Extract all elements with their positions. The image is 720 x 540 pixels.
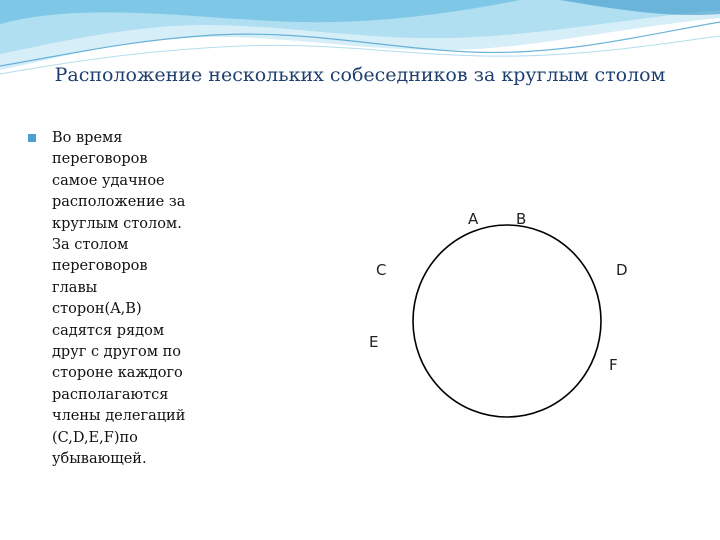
round-table-diagram bbox=[338, 156, 670, 452]
seat-label-e: E bbox=[369, 333, 379, 351]
slide-title: Расположение нескольких собеседников за круглым столом bbox=[54, 64, 666, 86]
bullet-marker-icon bbox=[28, 134, 36, 142]
round-table-circle bbox=[413, 225, 601, 417]
seat-label-b: B bbox=[516, 210, 527, 228]
seat-label-c: C bbox=[376, 261, 387, 279]
seat-label-f: F bbox=[609, 356, 618, 374]
seat-label-d: D bbox=[616, 261, 628, 279]
diagram-canvas bbox=[338, 156, 670, 452]
seat-label-a: A bbox=[468, 210, 479, 228]
bullet-text: Во время переговоров самое удачное расположение за круглым столом. За столом переговоров главы сторон(A,B) садятся рядом друг с другом по стороне каждого располагаются члены делегаций (C,D,E,F)по убывающей. bbox=[52, 130, 186, 468]
